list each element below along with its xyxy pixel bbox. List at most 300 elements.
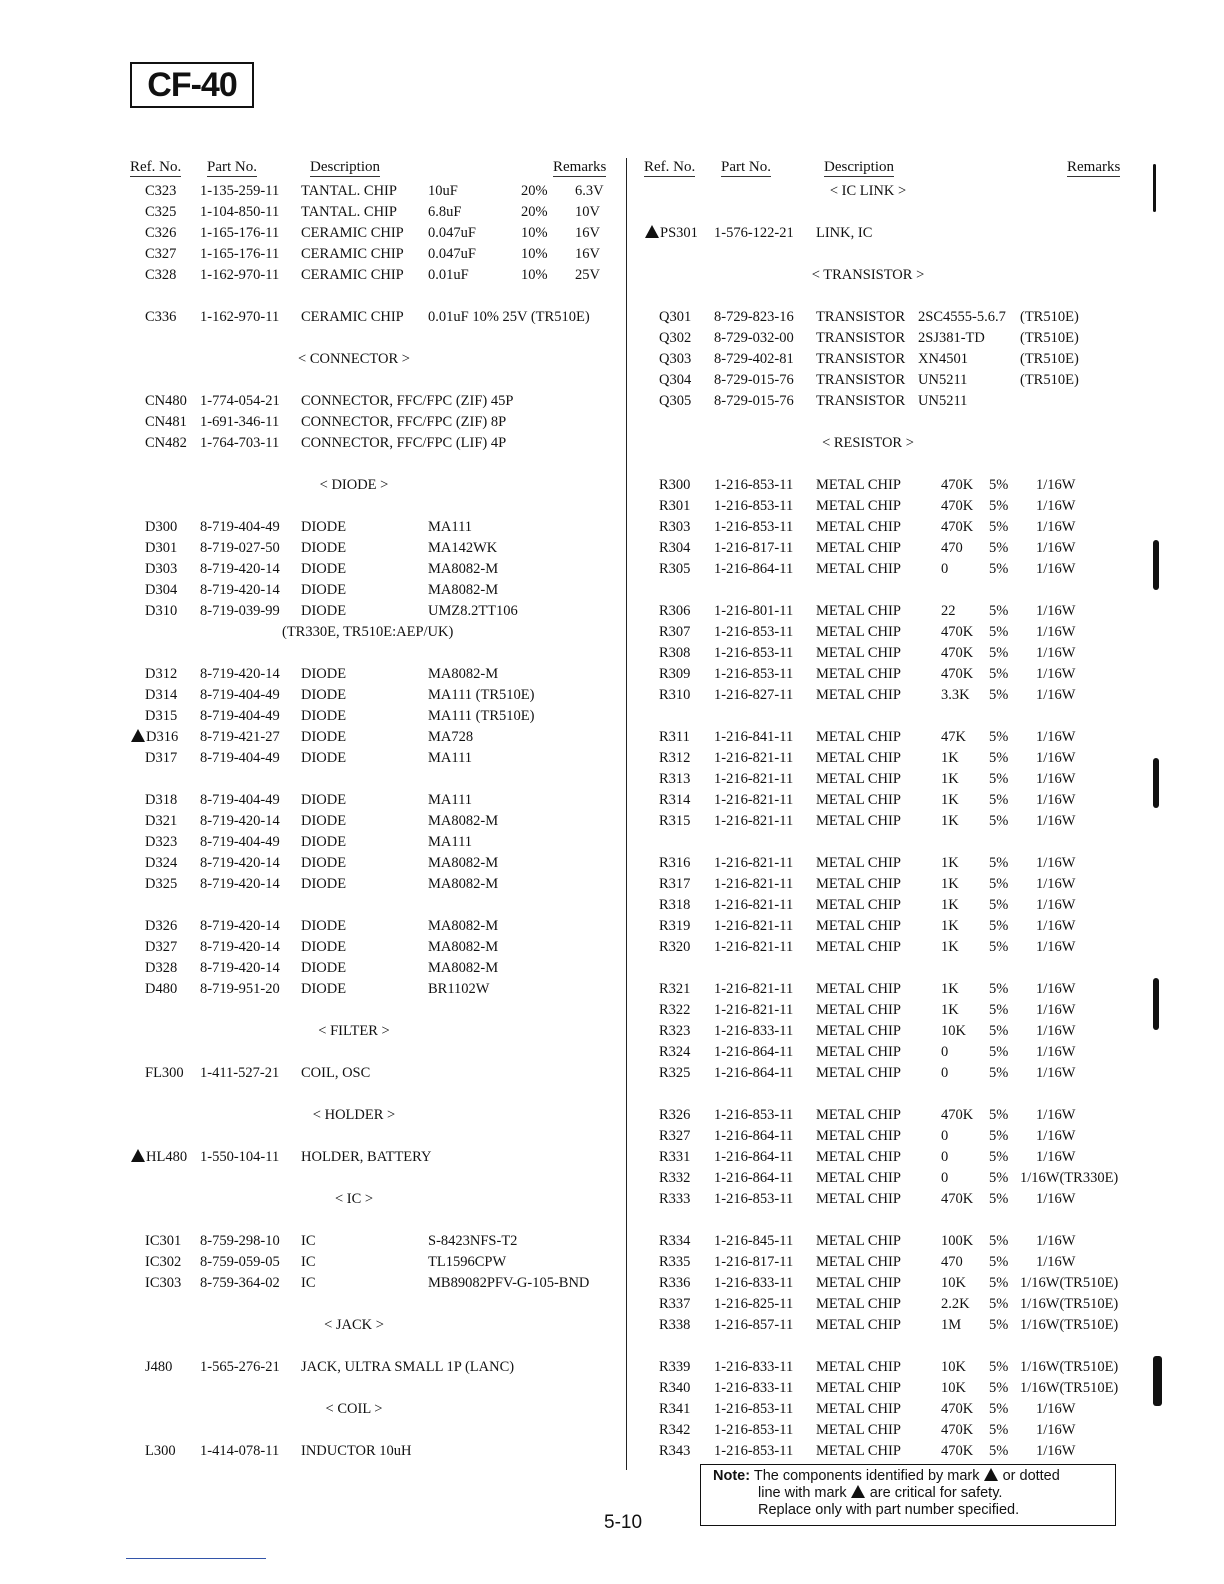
ref-cell: D326 xyxy=(145,918,178,934)
part-number-cell: 1-550-104-11 xyxy=(200,1149,280,1165)
part-number-cell: 1-165-176-11 xyxy=(200,225,280,241)
description-cell: DIODE xyxy=(301,708,347,724)
part-number-cell: 8-719-420-14 xyxy=(200,876,280,892)
value-cell: 47K xyxy=(941,729,966,745)
ref-cell: R305 xyxy=(659,561,691,577)
tolerance-cell: 5% xyxy=(989,477,1009,493)
part-number-cell: 1-216-827-11 xyxy=(714,687,794,703)
value-cell: MA111 xyxy=(428,792,473,808)
value-cell: 0 xyxy=(941,1128,949,1144)
value-cell: 1K xyxy=(941,813,959,829)
description-cell: METAL CHIP xyxy=(816,645,901,661)
rating-cell: 1/16W xyxy=(1036,1443,1076,1459)
binding-mark xyxy=(1153,758,1159,808)
rating-cell: 1/16W xyxy=(1036,645,1076,661)
ref-cell: R306 xyxy=(659,603,691,619)
value-cell: 1K xyxy=(941,855,959,871)
description-cell: TRANSISTOR xyxy=(816,309,906,325)
tolerance-cell: 5% xyxy=(989,498,1009,514)
tolerance-cell: 5% xyxy=(989,1044,1009,1060)
part-number-cell: 8-719-420-14 xyxy=(200,561,280,577)
part-number-cell: 1-414-078-11 xyxy=(200,1443,280,1459)
warning-triangle-icon xyxy=(131,729,145,742)
ref-cell: C325 xyxy=(145,204,177,220)
rating-cell: (TR510E) xyxy=(1020,372,1079,388)
description-cell: METAL CHIP xyxy=(816,1254,901,1270)
tolerance-cell: 5% xyxy=(989,1233,1009,1249)
part-number-cell: 8-719-421-27 xyxy=(200,729,280,745)
description-cell: IC xyxy=(301,1254,316,1270)
value-cell: 0 xyxy=(941,1044,949,1060)
section-heading: < HOLDER > xyxy=(312,1107,396,1123)
part-number-cell: 8-729-032-00 xyxy=(714,330,794,346)
tolerance-cell: 5% xyxy=(989,519,1009,535)
part-number-cell: 1-162-970-11 xyxy=(200,267,280,283)
description-cell: METAL CHIP xyxy=(816,1443,901,1459)
section-heading: < JACK > xyxy=(324,1317,384,1333)
part-number-cell: 1-216-853-11 xyxy=(714,1107,794,1123)
description-cell: METAL CHIP xyxy=(816,519,901,535)
tolerance-cell: 5% xyxy=(989,1317,1009,1333)
value-cell: 10K xyxy=(941,1023,966,1039)
ref-cell: D314 xyxy=(145,687,178,703)
description-cell: DIODE xyxy=(301,939,347,955)
part-number-cell: 1-216-821-11 xyxy=(714,855,794,871)
value-cell: 0.047uF xyxy=(428,246,476,262)
tolerance-cell: 20% xyxy=(521,204,548,220)
ref-cell: Q301 xyxy=(659,309,692,325)
description-cell: METAL CHIP xyxy=(816,1149,901,1165)
part-number-cell: 1-216-821-11 xyxy=(714,750,794,766)
value-cell: MA111 xyxy=(428,834,473,850)
part-number-cell: 1-216-821-11 xyxy=(714,1002,794,1018)
ref-cell: CN482 xyxy=(145,435,187,451)
description-cell: HOLDER, BATTERY xyxy=(301,1149,432,1165)
value-cell: 470K xyxy=(941,1191,974,1207)
value-cell: 10K xyxy=(941,1380,966,1396)
description-cell: CONNECTOR, FFC/FPC (ZIF) 45P xyxy=(301,393,514,409)
part-number-cell: 1-216-853-11 xyxy=(714,1422,794,1438)
rating-cell: 1/16W xyxy=(1036,1128,1076,1144)
ref-cell: R314 xyxy=(659,792,691,808)
ref-cell: C327 xyxy=(145,246,177,262)
ref-text: PS301 xyxy=(660,225,698,241)
part-number-cell: 1-576-122-21 xyxy=(714,225,794,241)
description-cell: METAL CHIP xyxy=(816,1023,901,1039)
part-number-cell: 8-759-059-05 xyxy=(200,1254,280,1270)
part-number-cell: 1-565-276-21 xyxy=(200,1359,280,1375)
part-number-cell: 8-719-404-49 xyxy=(200,687,280,703)
section-heading: < CONNECTOR > xyxy=(298,351,410,367)
description-cell: METAL CHIP xyxy=(816,540,901,556)
description-cell: IC xyxy=(301,1275,316,1291)
value-cell: 0.01uF 10% 25V (TR510E) xyxy=(428,309,590,325)
tolerance-cell: 5% xyxy=(989,792,1009,808)
description-cell: DIODE xyxy=(301,813,347,829)
value-cell: MA142WK xyxy=(428,540,498,556)
part-number-cell: 8-719-027-50 xyxy=(200,540,280,556)
rating-cell: 1/16W xyxy=(1036,918,1076,934)
value-cell: 22 xyxy=(941,603,956,619)
rating-cell: 1/16W xyxy=(1036,603,1076,619)
warning-triangle-icon xyxy=(984,1468,998,1481)
ref-cell: D310 xyxy=(145,603,178,619)
ref-cell: R335 xyxy=(659,1254,691,1270)
header-remarks-left: Remarks xyxy=(553,159,607,175)
binding-mark xyxy=(1153,540,1159,590)
rating-cell: 1/16W(TR330E) xyxy=(1020,1170,1119,1186)
ref-cell: D304 xyxy=(145,582,178,598)
description-cell: METAL CHIP xyxy=(816,624,901,640)
rating-cell: 1/16W(TR510E) xyxy=(1020,1317,1119,1333)
header-desc-left: Description xyxy=(310,159,380,175)
rating-cell: 16V xyxy=(575,225,600,241)
rating-cell: 1/16W xyxy=(1036,1254,1076,1270)
description-cell: METAL CHIP xyxy=(816,561,901,577)
rating-cell: 1/16W(TR510E) xyxy=(1020,1275,1119,1291)
description-cell: METAL CHIP xyxy=(816,1107,901,1123)
value-cell: 0.01uF xyxy=(428,267,469,283)
part-number-cell: 1-216-833-11 xyxy=(714,1380,794,1396)
note-line1: The components identified by mark xyxy=(753,1468,980,1484)
description-cell: METAL CHIP xyxy=(816,1380,901,1396)
part-number-cell: 1-216-833-11 xyxy=(714,1359,794,1375)
value-cell: 2SJ381-TD xyxy=(918,330,985,346)
ref-cell: CN480 xyxy=(145,393,187,409)
tolerance-cell: 5% xyxy=(989,1149,1009,1165)
rating-cell: 1/16W xyxy=(1036,855,1076,871)
ref-cell: R319 xyxy=(659,918,691,934)
tolerance-cell: 5% xyxy=(989,540,1009,556)
rating-cell: 1/16W xyxy=(1036,1002,1076,1018)
tolerance-cell: 5% xyxy=(989,1380,1009,1396)
rating-cell: 1/16W xyxy=(1036,1422,1076,1438)
part-number-cell: 8-759-298-10 xyxy=(200,1233,280,1249)
rating-cell: 1/16W xyxy=(1036,561,1076,577)
section-heading: < IC LINK > xyxy=(829,183,907,199)
part-number-cell: 1-104-850-11 xyxy=(200,204,280,220)
tolerance-cell: 20% xyxy=(521,183,548,199)
header-ref-right: Ref. No. xyxy=(644,159,696,175)
tolerance-cell: 5% xyxy=(989,645,1009,661)
value-cell: 470K xyxy=(941,645,974,661)
rating-cell: 1/16W xyxy=(1036,477,1076,493)
description-cell: DIODE xyxy=(301,792,347,808)
description-cell: CONNECTOR, FFC/FPC (LIF) 4P xyxy=(301,435,507,451)
description-cell: CERAMIC CHIP xyxy=(301,309,404,325)
part-number-cell: 1-216-853-11 xyxy=(714,624,794,640)
value-cell: 470K xyxy=(941,1422,974,1438)
rating-cell: 1/16W(TR510E) xyxy=(1020,1359,1119,1375)
part-number-cell: 1-216-821-11 xyxy=(714,939,794,955)
part-number-cell: 1-216-864-11 xyxy=(714,1149,794,1165)
ref-cell: D324 xyxy=(145,855,178,871)
rating-cell: 1/16W xyxy=(1036,813,1076,829)
ref-text: HL480 xyxy=(146,1149,188,1165)
tolerance-cell: 5% xyxy=(989,1107,1009,1123)
ref-cell: D315 xyxy=(145,708,178,724)
rating-cell: 1/16W xyxy=(1036,981,1076,997)
description-cell: DIODE xyxy=(301,834,347,850)
value-cell: 470K xyxy=(941,498,974,514)
note-line2a: line with mark xyxy=(758,1485,847,1501)
tolerance-cell: 5% xyxy=(989,1065,1009,1081)
part-number-cell: 1-216-821-11 xyxy=(714,813,794,829)
ref-cell: R309 xyxy=(659,666,691,682)
value-cell: 1M xyxy=(941,1317,962,1333)
description-cell: METAL CHIP xyxy=(816,876,901,892)
part-number-cell: 1-411-527-21 xyxy=(200,1065,280,1081)
ref-cell: R333 xyxy=(659,1191,691,1207)
description-cell: DIODE xyxy=(301,561,347,577)
description-cell: METAL CHIP xyxy=(816,498,901,514)
part-number-cell: 8-719-420-14 xyxy=(200,582,280,598)
value-cell: 0.047uF xyxy=(428,225,476,241)
ref-cell: FL300 xyxy=(145,1065,184,1081)
part-number-cell: 1-216-845-11 xyxy=(714,1233,794,1249)
header-remarks-right: Remarks xyxy=(1067,159,1121,175)
rating-cell: 1/16W xyxy=(1036,624,1076,640)
rating-cell: 16V xyxy=(575,246,600,262)
value-cell: MA8082-M xyxy=(428,561,499,577)
part-number-cell: 8-719-404-49 xyxy=(200,750,280,766)
rating-cell: 1/16W xyxy=(1036,876,1076,892)
value-cell: 1K xyxy=(941,981,959,997)
part-number-cell: 1-216-821-11 xyxy=(714,792,794,808)
note-line3: Replace only with part number specified. xyxy=(758,1502,1020,1518)
ref-cell: R337 xyxy=(659,1296,691,1312)
ref-cell: R334 xyxy=(659,1233,691,1249)
description-cell: METAL CHIP xyxy=(816,771,901,787)
tolerance-cell: 5% xyxy=(989,1275,1009,1291)
ref-cell: R339 xyxy=(659,1359,691,1375)
part-note: (TR330E, TR510E:AEP/UK) xyxy=(282,624,454,640)
rating-cell: 1/16W xyxy=(1036,1044,1076,1060)
description-cell: METAL CHIP xyxy=(816,897,901,913)
description-cell: CERAMIC CHIP xyxy=(301,225,404,241)
rating-cell: 1/16W xyxy=(1036,750,1076,766)
part-number-cell: 1-216-853-11 xyxy=(714,645,794,661)
description-cell: TRANSISTOR xyxy=(816,330,906,346)
ref-cell: IC303 xyxy=(145,1275,182,1291)
value-cell: MA111 (TR510E) xyxy=(428,687,535,703)
section-heading: < COIL > xyxy=(325,1401,383,1417)
tolerance-cell: 5% xyxy=(989,876,1009,892)
value-cell: 1K xyxy=(941,750,959,766)
value-cell: BR1102W xyxy=(428,981,490,997)
rating-cell: 25V xyxy=(575,267,600,283)
ref-cell: D480 xyxy=(145,981,178,997)
description-cell: TRANSISTOR xyxy=(816,372,906,388)
description-cell: METAL CHIP xyxy=(816,1044,901,1060)
description-cell: DIODE xyxy=(301,750,347,766)
ref-cell: L300 xyxy=(145,1443,176,1459)
tolerance-cell: 5% xyxy=(989,1443,1009,1459)
warning-triangle-icon xyxy=(645,225,659,238)
section-heading: < FILTER > xyxy=(318,1023,390,1039)
part-number-cell: 1-774-054-21 xyxy=(200,393,280,409)
description-cell: DIODE xyxy=(301,603,347,619)
tolerance-cell: 5% xyxy=(989,1128,1009,1144)
part-number-cell: 1-216-864-11 xyxy=(714,1065,794,1081)
ref-cell: C326 xyxy=(145,225,177,241)
rating-cell: 1/16W xyxy=(1036,939,1076,955)
warning-triangle-icon xyxy=(851,1485,865,1498)
rating-cell: 1/16W xyxy=(1036,498,1076,514)
description-cell: DIODE xyxy=(301,729,347,745)
value-cell: 470 xyxy=(941,1254,963,1270)
value-cell: MA8082-M xyxy=(428,876,499,892)
header-desc-right: Description xyxy=(824,159,894,175)
ref-cell: R326 xyxy=(659,1107,691,1123)
description-cell: DIODE xyxy=(301,540,347,556)
ref-cell: R311 xyxy=(659,729,690,745)
ref-cell: Q304 xyxy=(659,372,692,388)
ref-cell: CN481 xyxy=(145,414,187,430)
description-cell: DIODE xyxy=(301,876,347,892)
ref-cell: C323 xyxy=(145,183,177,199)
description-cell: CERAMIC CHIP xyxy=(301,267,404,283)
rating-cell: 1/16W xyxy=(1036,519,1076,535)
part-number-cell: 1-216-853-11 xyxy=(714,1443,794,1459)
tolerance-cell: 10% xyxy=(521,225,548,241)
tolerance-cell: 5% xyxy=(989,1170,1009,1186)
part-number-cell: 8-719-404-49 xyxy=(200,834,280,850)
tolerance-cell: 5% xyxy=(989,771,1009,787)
ref-cell: D301 xyxy=(145,540,178,556)
rating-cell: 1/16W xyxy=(1036,1401,1076,1417)
value-cell: 470K xyxy=(941,666,974,682)
ref-cell: R312 xyxy=(659,750,691,766)
ref-cell: D327 xyxy=(145,939,178,955)
ref-cell: D317 xyxy=(145,750,178,766)
part-number-cell: 8-719-404-49 xyxy=(200,792,280,808)
value-cell: MA8082-M xyxy=(428,582,499,598)
tolerance-cell: 5% xyxy=(989,981,1009,997)
ref-cell: D328 xyxy=(145,960,178,976)
value-cell: 100K xyxy=(941,1233,974,1249)
tolerance-cell: 5% xyxy=(989,918,1009,934)
tolerance-cell: 5% xyxy=(989,897,1009,913)
ref-cell: C328 xyxy=(145,267,177,283)
tolerance-cell: 5% xyxy=(989,666,1009,682)
ref-cell: R323 xyxy=(659,1023,691,1039)
description-cell: DIODE xyxy=(301,519,347,535)
description-cell: METAL CHIP xyxy=(816,477,901,493)
description-cell: METAL CHIP xyxy=(816,792,901,808)
rating-cell: (TR510E) xyxy=(1020,330,1079,346)
description-cell: METAL CHIP xyxy=(816,687,901,703)
part-number-cell: 1-216-853-11 xyxy=(714,1191,794,1207)
header-part-right: Part No. xyxy=(721,159,771,175)
tolerance-cell: 5% xyxy=(989,1254,1009,1270)
ref-cell: R304 xyxy=(659,540,691,556)
part-number-cell: 8-719-420-14 xyxy=(200,939,280,955)
description-cell: CERAMIC CHIP xyxy=(301,246,404,262)
rating-cell: (TR510E) xyxy=(1020,351,1079,367)
ref-cell: R310 xyxy=(659,687,691,703)
description-cell: METAL CHIP xyxy=(816,981,901,997)
ref-cell: R303 xyxy=(659,519,691,535)
value-cell: 470K xyxy=(941,477,974,493)
description-cell: IC xyxy=(301,1233,316,1249)
part-number-cell: 8-719-420-14 xyxy=(200,813,280,829)
part-number-cell: 1-216-853-11 xyxy=(714,519,794,535)
ref-cell xyxy=(131,727,178,748)
binding-mark xyxy=(1153,1356,1162,1406)
tolerance-cell: 5% xyxy=(989,750,1009,766)
part-number-cell: 1-216-853-11 xyxy=(714,1401,794,1417)
ref-cell: R322 xyxy=(659,1002,691,1018)
part-number-cell: 8-719-420-14 xyxy=(200,960,280,976)
value-cell: 1K xyxy=(941,918,959,934)
ref-cell: R313 xyxy=(659,771,691,787)
value-cell: 1K xyxy=(941,792,959,808)
ref-cell: R325 xyxy=(659,1065,691,1081)
tolerance-cell: 10% xyxy=(521,246,548,262)
ref-cell: R338 xyxy=(659,1317,691,1333)
part-number-cell: 1-216-801-11 xyxy=(714,603,794,619)
part-number-cell: 1-216-841-11 xyxy=(714,729,794,745)
ref-cell: R301 xyxy=(659,498,691,514)
part-number-cell: 1-216-821-11 xyxy=(714,897,794,913)
description-cell: JACK, ULTRA SMALL 1P (LANC) xyxy=(301,1359,515,1375)
part-number-cell: 1-216-853-11 xyxy=(714,498,794,514)
ref-text: D316 xyxy=(146,729,179,745)
part-number-cell: 1-165-176-11 xyxy=(200,246,280,262)
value-cell: MA8082-M xyxy=(428,939,499,955)
rating-cell: 1/16W(TR510E) xyxy=(1020,1296,1119,1312)
ref-cell: R341 xyxy=(659,1401,691,1417)
description-cell: TRANSISTOR xyxy=(816,393,906,409)
ref-cell: D318 xyxy=(145,792,178,808)
part-number-cell: 8-719-951-20 xyxy=(200,981,280,997)
tolerance-cell: 10% xyxy=(521,267,548,283)
value-cell: 6.8uF xyxy=(428,204,462,220)
rating-cell: 1/16W(TR510E) xyxy=(1020,1380,1119,1396)
ref-cell: R300 xyxy=(659,477,691,493)
tolerance-cell: 5% xyxy=(989,1023,1009,1039)
part-number-cell: 1-162-970-11 xyxy=(200,309,280,325)
section-heading: < IC > xyxy=(334,1191,374,1207)
description-cell: DIODE xyxy=(301,855,347,871)
value-cell: 470K xyxy=(941,519,974,535)
part-number-cell: 8-759-364-02 xyxy=(200,1275,280,1291)
description-cell: METAL CHIP xyxy=(816,603,901,619)
description-cell: METAL CHIP xyxy=(816,1359,901,1375)
value-cell: MA8082-M xyxy=(428,960,499,976)
description-cell: CONNECTOR, FFC/FPC (ZIF) 8P xyxy=(301,414,507,430)
tolerance-cell: 5% xyxy=(989,729,1009,745)
description-cell: METAL CHIP xyxy=(816,1170,901,1186)
section-heading: < TRANSISTOR > xyxy=(811,267,925,283)
ref-cell: IC302 xyxy=(145,1254,182,1270)
value-cell: 2SC4555-5.6.7 xyxy=(918,309,1006,325)
rating-cell: 1/16W xyxy=(1036,1065,1076,1081)
value-cell: UN5211 xyxy=(918,372,968,388)
description-cell: METAL CHIP xyxy=(816,1317,901,1333)
section-heading: < RESISTOR > xyxy=(822,435,914,451)
value-cell: MA8082-M xyxy=(428,918,499,934)
description-cell: METAL CHIP xyxy=(816,1401,901,1417)
value-cell: 470K xyxy=(941,1401,974,1417)
tolerance-cell: 5% xyxy=(989,561,1009,577)
ref-cell: R316 xyxy=(659,855,691,871)
value-cell: TL1596CPW xyxy=(428,1254,507,1270)
tolerance-cell: 5% xyxy=(989,1296,1009,1312)
value-cell: 470 xyxy=(941,540,963,556)
tolerance-cell: 5% xyxy=(989,1401,1009,1417)
